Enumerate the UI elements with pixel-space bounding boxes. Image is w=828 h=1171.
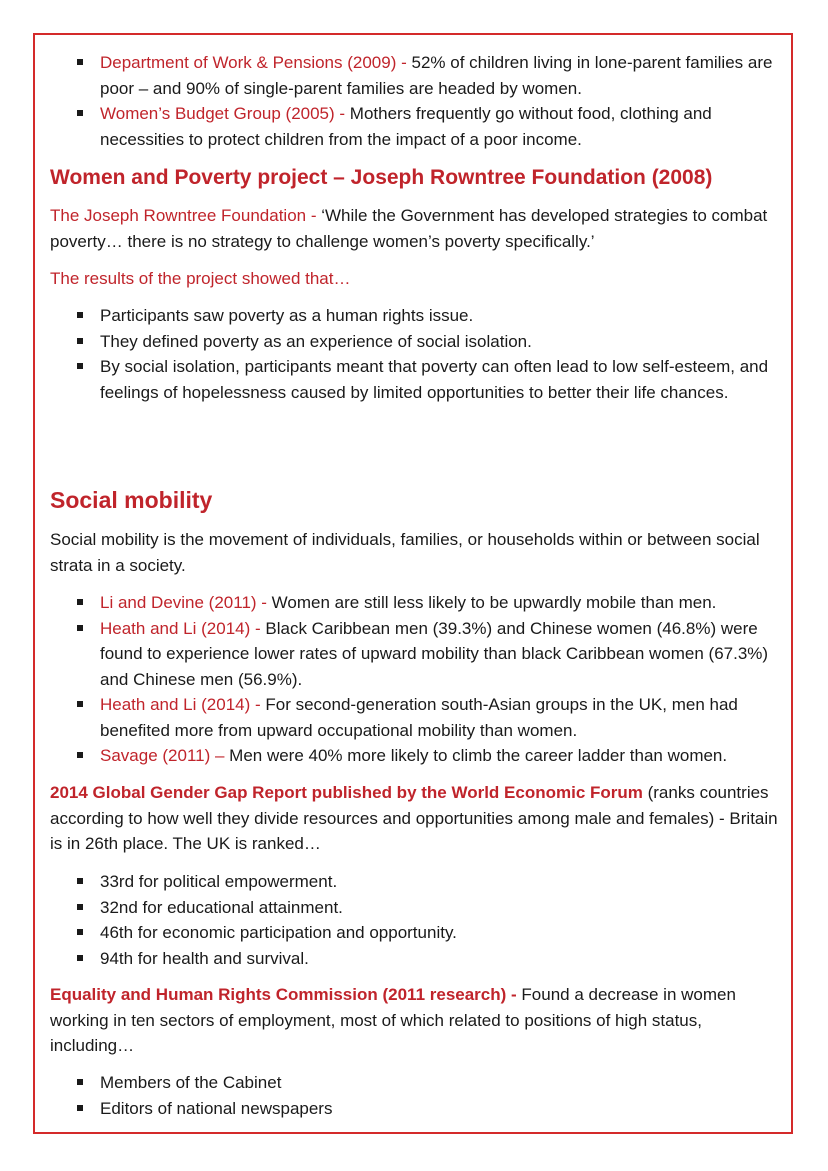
- ehrc-text: Found a decrease in women working in ten sectors of employment, most of which related to positions of high status, including…: [50, 985, 736, 1055]
- source-label: Heath and Li (2014) -: [100, 618, 261, 638]
- bullet-text: Black Caribbean men (39.3%) and Chinese women (46.8%) were found to experience lower rates of upward mobility than black Caribbean women (67.3%) and Chinese men (56.9%).: [100, 618, 769, 689]
- list-item: 33rd for political empowerment.: [50, 869, 780, 895]
- mobility-definition: Social mobility is the movement of individuals, families, or households within or between social strata in a society.: [50, 530, 760, 575]
- list-item: [50, 101, 780, 152]
- bullet-text: Women are still less likely to be upwardly mobile than men.: [266, 593, 717, 612]
- list-item: By social isolation, participants meant that poverty can often lead to low self-esteem, and feelings of hopelessness caused by limited opportunities to better their life chances.: [50, 354, 780, 405]
- social-mobility-heading: Social mobility: [50, 487, 213, 513]
- bullet-text: 52% of children living in lone-parent families are poor – and 90% of single-parent families are headed by women.: [100, 53, 773, 98]
- list-item: [50, 743, 780, 769]
- bullet-text: For second-generation south-Asian groups in the UK, men had benefited more from upward occupational mobility than women.: [100, 695, 738, 740]
- quote-source: The Joseph Rowntree Foundation -: [50, 206, 317, 225]
- results-list: [50, 303, 780, 405]
- gender-gap-title: 2014 Global Gender Gap Report published by the World Economic Forum: [50, 783, 643, 802]
- list-item: Members of the Cabinet: [50, 1070, 780, 1096]
- list-item: Editors of national newspapers: [50, 1096, 780, 1122]
- quote-text: ‘While the Government has developed strategies to combat poverty… there is no strategy to challenge women’s poverty specifically.’: [50, 206, 768, 251]
- source-label: Savage (2011) –: [100, 746, 225, 765]
- list-item: [50, 50, 780, 101]
- source-label: Women’s Budget Group (2005) -: [100, 104, 346, 123]
- intro-bullet-list: [50, 50, 780, 152]
- ehrc-items-list: [50, 1070, 780, 1121]
- results-label: The results of the project showed that…: [50, 269, 351, 288]
- gender-gap-paragraph: [50, 780, 780, 857]
- source-label: Heath and Li (2014) -: [100, 695, 261, 714]
- source-label: Department of Work & Pensions (2009) -: [100, 53, 407, 72]
- list-item: 32nd for educational attainment.: [50, 895, 780, 921]
- list-item: They defined poverty as an experience of social isolation.: [50, 329, 780, 355]
- ehrc-paragraph: [50, 982, 780, 1059]
- ehrc-title: Equality and Human Rights Commission (2011 research) -: [50, 985, 517, 1004]
- list-item: [50, 590, 780, 616]
- mobility-bullet-list: [50, 590, 780, 769]
- list-item: Participants saw poverty as a human rights issue.: [50, 303, 780, 329]
- source-label: Li and Devine (2011) -: [100, 593, 267, 612]
- gender-gap-text: (ranks countries according to how well they divide resources and opportunities among male and females) - Britain is in 26th place. The UK is ranked…: [50, 783, 778, 853]
- list-item: [50, 692, 780, 743]
- list-item: 94th for health and survival.: [50, 946, 780, 972]
- project-heading: Women and Poverty project – Joseph Rowntree Foundation (2008): [50, 166, 713, 189]
- project-quote: [50, 203, 780, 254]
- list-item: 46th for economic participation and opportunity.: [50, 920, 780, 946]
- rankings-list: [50, 869, 780, 971]
- list-item: [50, 616, 780, 693]
- bullet-text: Mothers frequently go without food, clothing and necessities to protect children from the impact of a poor income.: [100, 104, 712, 149]
- bullet-text: Men were 40% more likely to climb the career ladder than women.: [224, 746, 728, 765]
